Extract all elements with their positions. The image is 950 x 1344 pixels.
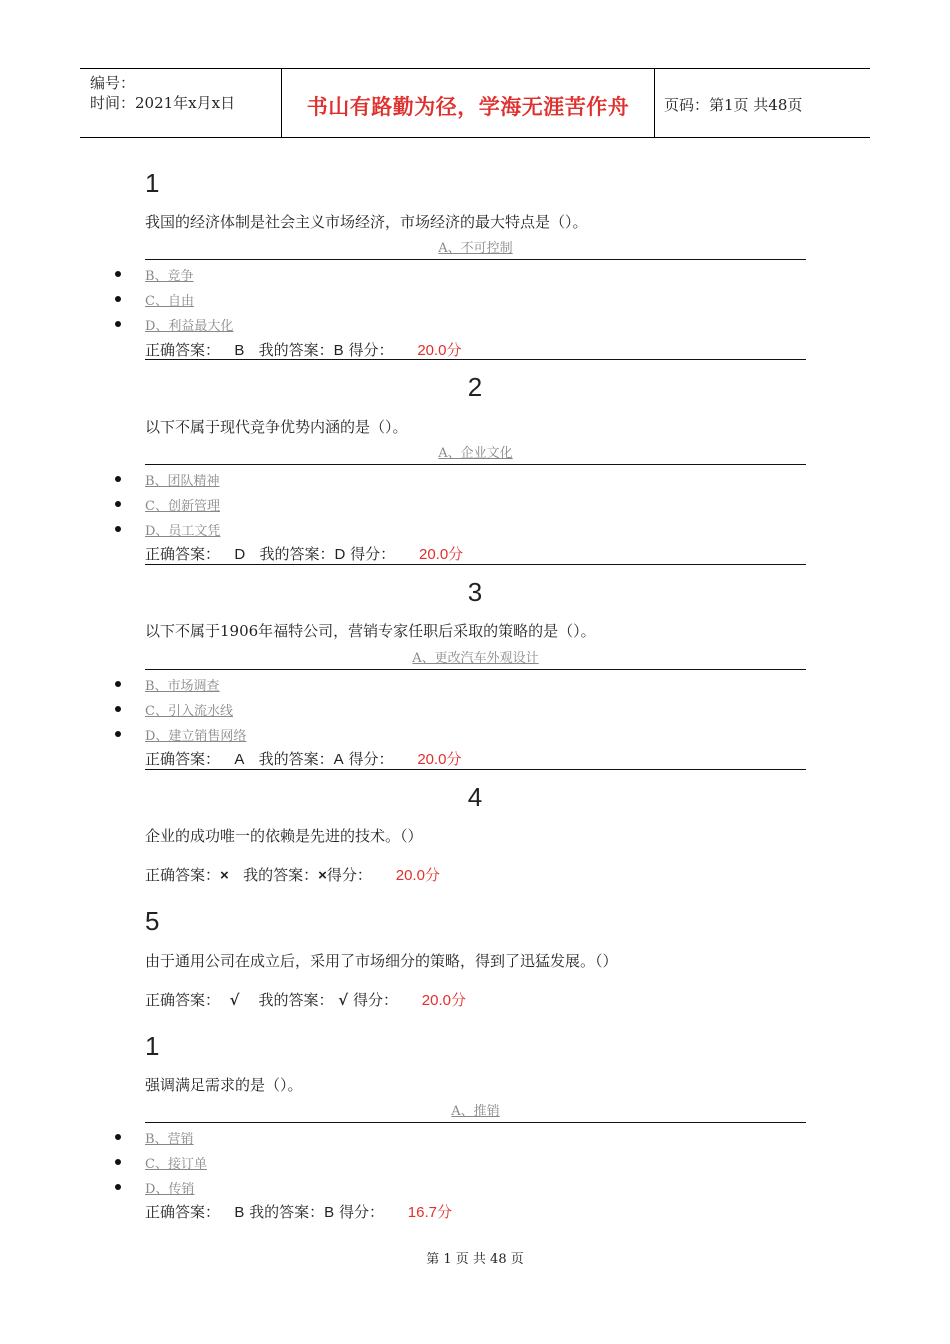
question-number: 1 — [145, 168, 160, 198]
divider — [145, 1122, 806, 1123]
answer-line — [145, 339, 462, 360]
option-a[interactable] — [145, 647, 806, 666]
correct-answer: B — [234, 342, 245, 359]
option-a[interactable] — [145, 1100, 806, 1119]
question-text: 强调满足需求的是（）。 — [145, 1076, 303, 1094]
bullet-icon — [115, 526, 121, 532]
bullet-icon — [115, 731, 121, 737]
divider — [145, 769, 806, 770]
question-text: 以下不属于现代竞争优势内涵的是（）。 — [145, 418, 408, 436]
time-label: 时间：2021年x月x日 — [90, 94, 236, 112]
correct-answer: × — [220, 867, 229, 884]
bullet-icon — [115, 296, 121, 302]
score-label: 得分： — [348, 750, 394, 768]
option-b[interactable] — [145, 265, 194, 284]
answer-line — [145, 748, 462, 769]
answer-line — [145, 1201, 452, 1222]
bullet-icon — [115, 476, 121, 482]
option-b[interactable] — [145, 675, 220, 694]
option-c[interactable] — [145, 290, 194, 309]
my-answer-label: 我的答案： — [258, 341, 334, 359]
score-label: 得分： — [326, 866, 372, 884]
option-d[interactable] — [145, 520, 220, 539]
answer-label: 正确答案： — [145, 545, 221, 563]
option-d[interactable] — [145, 1178, 194, 1197]
my-answer: D — [334, 546, 346, 563]
option-label: B、营销 — [145, 1132, 194, 1147]
bullet-icon — [115, 321, 121, 327]
question-text: 以下不属于1906年福特公司，营销专家任职后采取的策略的是（）。 — [145, 622, 596, 640]
my-answer-label: 我的答案： — [258, 750, 334, 768]
header-motto-cell — [281, 69, 655, 137]
my-answer: A — [333, 751, 344, 768]
option-label: B、竞争 — [145, 269, 194, 284]
bullet-icon — [115, 1184, 121, 1190]
option-label: D、传销 — [145, 1182, 195, 1197]
option-label: A、更改汽车外观设计 — [412, 651, 539, 666]
my-answer-label: 我的答案： — [249, 1203, 325, 1221]
score-value: 20.0分 — [418, 546, 464, 563]
option-label: D、建立销售网络 — [145, 729, 247, 744]
correct-answer: √ — [229, 991, 240, 1009]
answer-line — [145, 864, 440, 885]
option-label: A、不可控制 — [438, 241, 513, 256]
option-label: A、企业文化 — [438, 446, 513, 461]
answer-label: 正确答案： — [145, 1203, 221, 1221]
option-label: D、员工文凭 — [145, 524, 221, 539]
option-d[interactable] — [145, 315, 233, 334]
bullet-icon — [115, 681, 121, 687]
question-number: 3 — [467, 577, 483, 607]
score-value: 20.0分 — [417, 751, 462, 768]
motto: 书山有路勤为径，学海无涯苦作舟 — [306, 94, 630, 119]
my-answer: B — [333, 342, 344, 359]
my-answer: √ — [338, 991, 349, 1009]
question-number: 4 — [467, 782, 483, 812]
divider — [145, 259, 806, 260]
answer-label: 正确答案： — [145, 341, 221, 359]
question-number: 1 — [145, 1031, 160, 1061]
option-a[interactable] — [145, 442, 806, 461]
option-c[interactable] — [145, 1153, 207, 1172]
option-c[interactable] — [145, 495, 220, 514]
answer-line — [145, 989, 466, 1010]
my-answer: B — [324, 1204, 335, 1221]
my-answer-label: 我的答案： — [243, 866, 319, 884]
option-label: C、创新管理 — [145, 499, 220, 514]
score-value: 20.0分 — [421, 992, 466, 1009]
option-label: B、团队精神 — [145, 474, 220, 489]
correct-answer: B — [234, 1204, 245, 1221]
correct-answer: A — [234, 751, 245, 768]
question-text: 我国的经济体制是社会主义市场经济，市场经济的最大特点是（）。 — [145, 213, 588, 231]
my-answer-label: 我的答案： — [259, 545, 335, 563]
option-d[interactable] — [145, 725, 246, 744]
question-number: 5 — [145, 906, 160, 936]
code-label: 编号： — [90, 74, 136, 92]
score-value: 16.7分 — [407, 1204, 452, 1221]
option-label: C、接订单 — [145, 1157, 207, 1172]
page-footer: 第 1 页 共 48 页 — [426, 1252, 524, 1267]
question-number: 2 — [467, 372, 483, 402]
header-right-cell — [654, 69, 870, 137]
option-label: C、引入流水线 — [145, 704, 233, 719]
divider — [145, 669, 806, 670]
score-value: 20.0分 — [395, 867, 440, 884]
bullet-icon — [115, 1134, 121, 1140]
bullet-icon — [115, 271, 121, 277]
divider — [145, 564, 806, 565]
score-label: 得分： — [350, 545, 396, 563]
question-text: 企业的成功唯一的依赖是先进的技术。（） — [145, 827, 423, 845]
option-a[interactable] — [145, 237, 806, 256]
score-value: 20.0分 — [417, 342, 462, 359]
score-label: 得分： — [338, 1203, 384, 1221]
answer-label: 正确答案： — [145, 750, 221, 768]
option-b[interactable] — [145, 1128, 194, 1147]
document-header — [80, 68, 870, 138]
my-answer: × — [318, 867, 327, 884]
divider — [145, 464, 806, 465]
bullet-icon — [115, 706, 121, 712]
bullet-icon — [115, 501, 121, 507]
option-b[interactable] — [145, 470, 220, 489]
option-label: C、自由 — [145, 294, 194, 309]
score-label: 得分： — [348, 341, 394, 359]
option-c[interactable] — [145, 700, 233, 719]
answer-line — [145, 543, 463, 564]
option-label: B、市场调查 — [145, 679, 220, 694]
page-label: 页码：第1页 共48页 — [664, 96, 803, 114]
divider — [145, 359, 806, 360]
bullet-icon — [115, 1159, 121, 1165]
option-label: A、推销 — [451, 1104, 500, 1119]
question-text: 由于通用公司在成立后，采用了市场细分的策略，得到了迅猛发展。（） — [145, 952, 618, 970]
answer-label: 正确答案： — [145, 866, 221, 884]
my-answer-label: 我的答案： — [258, 991, 334, 1009]
answer-label: 正确答案： — [145, 991, 221, 1009]
score-label: 得分： — [352, 991, 398, 1009]
option-label: D、利益最大化 — [145, 319, 234, 334]
header-left-cell — [80, 69, 280, 137]
correct-answer: D — [234, 546, 246, 563]
